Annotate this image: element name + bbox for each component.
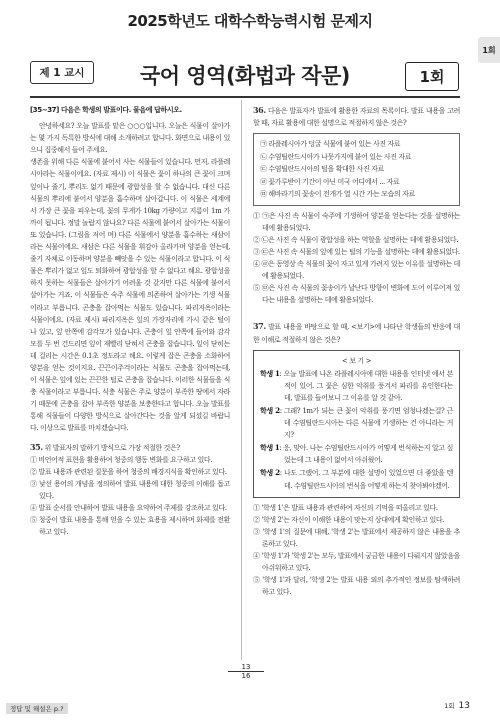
question-number: 37. <box>253 321 266 332</box>
choice-item[interactable]: ③ '학생 1'의 질문에 대해, '학생 2'는 발표에서 제공하지 않은 내용을 추론하고 있다. <box>253 527 460 548</box>
page-current: 13 <box>228 663 264 672</box>
question-number: 36. <box>253 105 266 115</box>
footer-page-number <box>444 701 470 711</box>
choice-list <box>253 210 460 307</box>
round-box: 1회 <box>405 62 459 91</box>
left-column <box>30 104 230 538</box>
choice-item[interactable]: ① '학생 1'은 발표 내용과 관련하여 자신의 기억을 떠올리고 있다. <box>253 503 438 512</box>
choice-item[interactable]: ③ ㉢은 사진 속 식물의 잎에 있는 털의 기능을 설명하는 데에 활용되었다. <box>253 247 460 256</box>
question-prompt: 위 발표자의 말하기 방식으로 가장 적절한 것은? <box>44 443 180 452</box>
side-tab: 1회 <box>478 37 500 63</box>
choice-item[interactable]: ④ '학생 1'과 '학생 2'는 모두, 발표에서 궁금한 내용이 다뤄지지 않았음을 아쉬워하고 있다. <box>253 552 460 573</box>
subject-title: 국어 영역(화법과 작문) <box>140 64 350 88</box>
choice-item[interactable]: ⑤ 청중이 발표 내용을 통해 얻을 수 있는 효용을 제시하며 화제를 전환하고 있다. <box>30 516 230 537</box>
resource-list-box <box>253 133 460 206</box>
exam-title: 2025학년도 대학수학능력시험 문제지 <box>127 12 373 30</box>
choice-item[interactable]: ④ ㉣은 동영상 속 식물의 꽃이 자고 있게 가려지 있는 이유를 설명하는 데에 활용되었다. <box>253 260 460 281</box>
question-prompt: 다음은 발표자가 발표에 활용한 자료의 목록이다. 발표 내용을 고려할 때, 자료 활용에 대한 설명으로 적절하지 않은 것은? <box>253 107 461 128</box>
page-fraction <box>228 663 264 680</box>
session-box: 제 1 교시 <box>30 61 94 84</box>
choice-item[interactable]: ③ 낯선 용어의 개념을 정의하여 발표 내용에 대한 청중의 이해를 돕고 있다. <box>30 479 230 500</box>
instruction: [35~37] 다음은 학생의 발표이다. 물음에 답하시오. <box>30 106 182 114</box>
dialogue-text: : 오늘 발표에 나온 라플레시아에 대한 내용을 인터넷 에서 본 적이 있어. 그 꽃은 심한 악취를 풍겨서 파리를 유인한다는데, 발표를 들어보니 그 이유를 알 것 같아. <box>279 369 454 402</box>
question-35 <box>30 441 230 454</box>
footer-page-value: 13 <box>458 701 470 711</box>
choice-item[interactable]: ④ 발표 순서를 안내하여 발표 내용을 요약하여 주제를 강조하고 있다. <box>30 504 227 512</box>
resource-item: ㉠ 라플레시아가 덩굴 식물에 붙어 있는 사진 자료 <box>260 140 401 149</box>
column-divider <box>241 100 242 660</box>
dialogue-text: : 응, 맞아. 나는 수염틸란드시아가 어떻게 번식하는지 알고 싶었는데 그 내용이 없어서 아쉬웠어. <box>279 444 453 465</box>
choice-list <box>253 502 460 599</box>
choice-item[interactable]: ⑤ '학생 1'과 달리, '학생 2'는 발표 내용 외의 추가적인 정보를 탐색하려 하고 있다. <box>253 576 460 597</box>
resource-item: ㉡ 수염틸란드시아가 나뭇가지에 붙어 있는 사진 자료 <box>260 152 412 161</box>
question-number: 35. <box>30 441 43 452</box>
speaker-label: 학생 1 <box>260 443 280 453</box>
passage-text: 안녕하세요? 오늘 발표를 맡은 ○○○입니다. 오늘은 식물이 살아가는 몇 가지 독특한 방식에 대해 소개하려고 합니다. 화면으로 내용이 있으니 집중해서 들어 주세요. 생존을 위해 다른 식물에 붙어서 사는 식물들이 있습니다. 먼저, 라플레시아라는 식물이에요. (자료 제시) 이 식물은 꽃이 하나의 큰 꽃이 크며 잎이나 줄기, 뿌리도 없기 때문에 광합성을 할 수 없습니다. 대신 다른 식물의 뿌리에 붙어서 양분을 흡수하며 살아갑니다. 이 식물은 세계에서 가장 큰 꽃을 피우는데, 꽃의 무게가 10kg 가량이고 지름이 1m 가까이 됩니다. 정말 놀랍지 않나요? 다른 식물에 붙어서 살아가는 식물이 또 있습니다. (그림을 저어 며) 다른 식물에서 양분을 흡수하는 새삼이라는 식물이에요. 새삼은 다른 식물을 휘감아 올라가며 양분을 얻는데, 줄기 자체로 이동하며 양분을 빼앗을 수 있는 식물이라고 합니다. 이 식물은 뿌리가 없고 잎도 퇴화하여 광합성을 할 수 없다고 해요. 광합성을 하지 못하는 식물들은 살아가기 어려울 것 같지만 다른 식물에 붙어서 살아가는 거죠. 이 식물들은 숙주 식물에 의존하여 살아가는 기생 식물이라고 부릅니다. 곤충을 잡아먹는 식물도 있습니다. 파리지옥이라는 식물이에요. (자료 제시) 파리지옥은 잎의 가장자리에 가시 같은 털이 나 있고, 잎 안쪽에 감각모가 있습니다. 곤충이 잎 안쪽에 들어와 감각모를 두 번 건드리면 잎이 재빨리 닫혀서 곤충을 잡습니다. 잎이 닫히는 데 걸리는 시간은 0.1초 정도라고 해요. 이렇게 잡은 곤충을 소화하여 양분을 얻는 것이지요. 끈끈이주걱이라는 식물도 곤충을 잡아먹는데, 이 식물은 잎에 있는 끈끈한 털로 곤충을 잡습니다. 이러한 식물들을 식충 식물이라고 부릅니다. 식충 식물은 주로 양분이 부족한 땅에서 자라기 때문에 곤충을 잡아 부족한 양분을 보충한다고 합니다. 오늘 발표를 통해 식물들이 다양한 방식으로 살아간다는 것을 알게 되셨길 바랍니다. 이상으로 발표를 마치겠습니다. <box>30 122 230 433</box>
header-rule <box>30 96 460 98</box>
choice-item[interactable]: ② ㉡은 사진 속 식물이 광합성을 하는 역할을 설명하는 데에 활용되었다. <box>253 235 459 244</box>
dialogue-line <box>260 442 453 466</box>
footer-label: 정답 및 해설은 p.? <box>6 703 68 714</box>
dialogue-line <box>260 368 453 404</box>
resource-item: ㉣ 꽃가루받이 기간이 아닌 미국 어디에서 ... 자료 <box>260 177 400 186</box>
question-prompt: 발표 내용을 바탕으로 할 때, <보기>에 나타난 학생들의 반응에 대한 이해로 적절하지 않은 것은? <box>253 323 460 344</box>
choice-item[interactable]: ⑤ ㉤은 사진 속 식물의 꽃송이가 날난다 방향이 변화에 도어 이루어져 있다는 내용을 설명하는 데에 활용되었다. <box>253 284 460 305</box>
choice-item[interactable]: ① 비언어적 표현을 활용하여 청중의 행동 변화를 요구하고 있다. <box>30 455 213 464</box>
example-box-title: < 보 기 > <box>341 356 372 365</box>
right-column <box>253 104 460 598</box>
question-36 <box>253 104 460 129</box>
resource-item: ㉤ 해바라기의 꽃송이 전개가 열 시간 가는 모습의 자료 <box>260 190 415 199</box>
footer <box>0 700 500 721</box>
speaker-label: 학생 2 <box>260 468 280 478</box>
choice-item[interactable]: ② '학생 2'는 자신이 이해한 내용이 맞는지 상대에게 확인하고 있다. <box>253 515 445 524</box>
speaker-label: 학생 1 <box>260 368 280 378</box>
choice-item[interactable]: ① ㉠은 사진 속 식물이 숙주에 기생하여 양분을 얻는다는 것을 설명하는 데에 활용되었다. <box>253 211 460 232</box>
footer-page-prefix: 1회 <box>444 702 455 710</box>
example-box <box>253 350 460 498</box>
choice-item[interactable]: ② 발표 내용과 관련된 질문을 하여 청중의 배경지식을 확인하고 있다. <box>30 467 227 476</box>
dialogue-text: : 그래? 1m가 되는 큰 꽃이 악취를 풍기면 엄청나겠는걸? 근데 수염틸란드시아는 다른 식물에 기생하는 건 아니라는 거지? <box>279 407 454 440</box>
question-37 <box>253 320 460 345</box>
dialogue-line <box>260 405 453 441</box>
dialogue-line <box>260 467 453 491</box>
resource-item: ㉢ 수염틸란드시아의 털을 확대한 사진 자료 <box>260 165 384 174</box>
choice-list <box>30 454 230 539</box>
dialogue-text: : 나도 그랬어. 그 부분에 대한 설명이 있었으면 더 좋았을 텐데. 수염틸란드시아의 번식을 어떻게 하는지 찾아봐야겠어. <box>279 469 453 490</box>
page-total: 16 <box>241 672 251 680</box>
speaker-label: 학생 2 <box>260 406 280 415</box>
